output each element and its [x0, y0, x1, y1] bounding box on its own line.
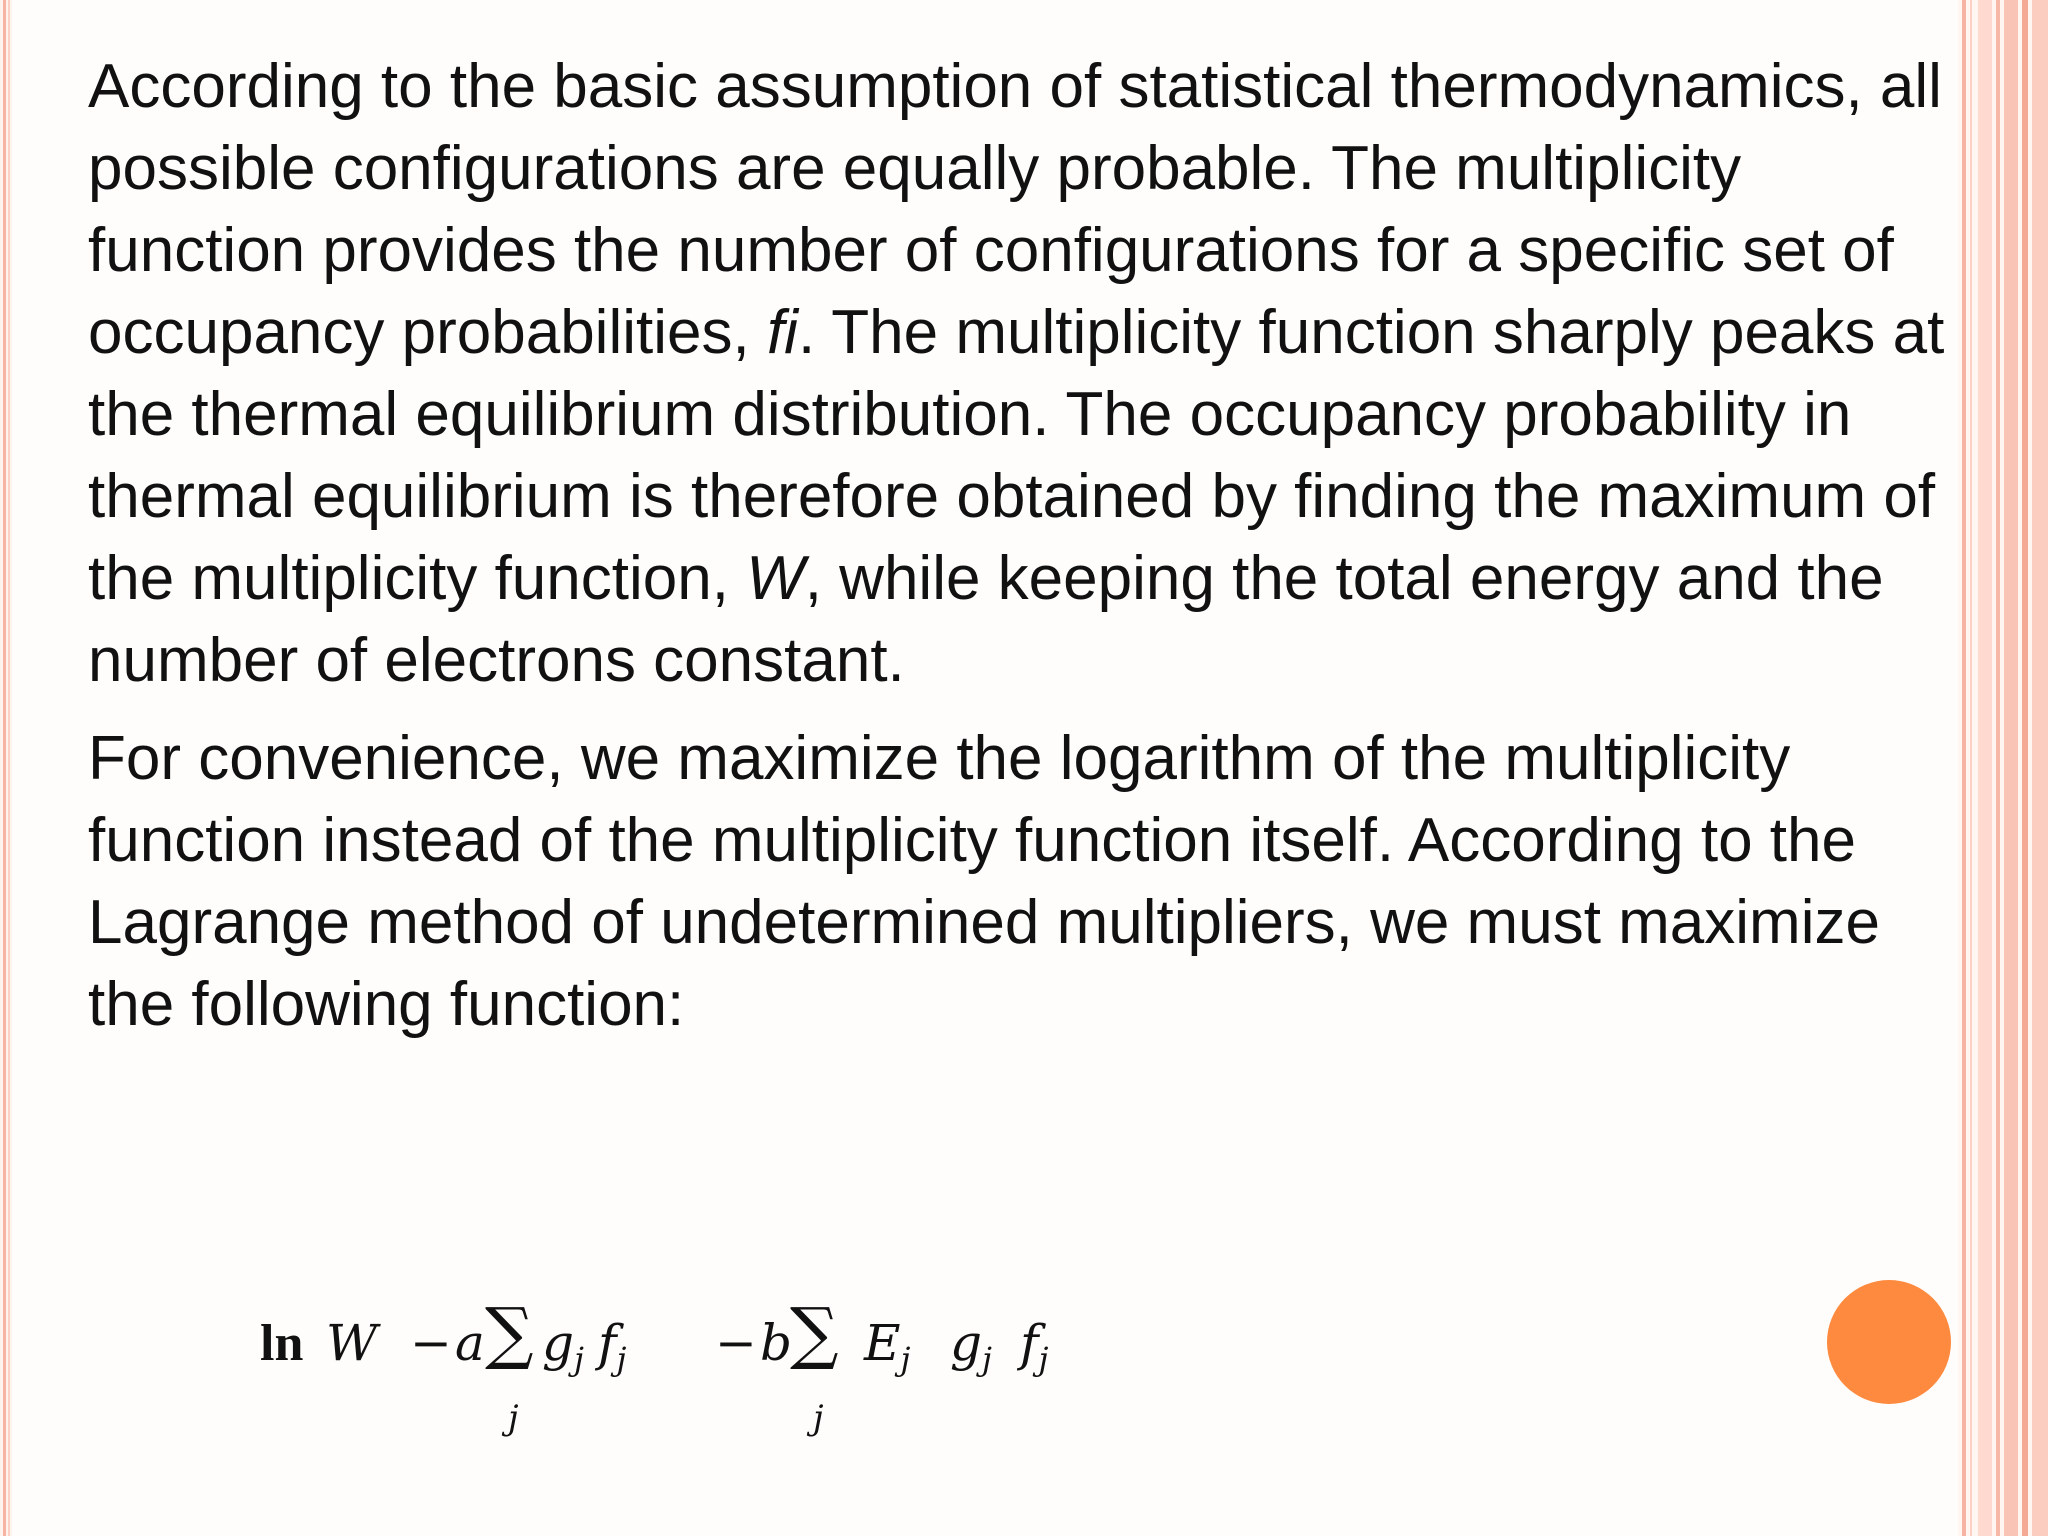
- paragraph-2: For convenience, we maximize the logarithm of the multiplicity function instead of the multiplicity function itself. According to the Lagrange method of undetermined multipliers, we must maximize the following function:: [88, 724, 1880, 1039]
- eq-ln: ln: [260, 1315, 304, 1372]
- right-border-stripe: [2004, 0, 2018, 1536]
- eq-sub-j: j: [574, 1340, 584, 1378]
- eq-sum-index: j: [508, 1398, 519, 1438]
- eq-sum-index: j: [813, 1398, 824, 1438]
- eq-E-term: [864, 1314, 910, 1378]
- orange-circle-decoration: [1827, 1280, 1951, 1404]
- eq-sum: ∑: [790, 1294, 839, 1373]
- eq-b: b: [760, 1314, 793, 1372]
- eq-f-term: [1020, 1314, 1048, 1378]
- eq-a: a: [455, 1314, 485, 1372]
- eq-g: g: [542, 1314, 575, 1372]
- left-border-line: [8, 0, 10, 1536]
- paragraph-1-part-2: . The multiplicity function sharply peaks at the thermal equilibrium distribution. The occupancy probability in thermal equilibrium is therefore obtained by finding the maximum of the multiplicity function,: [88, 298, 1945, 613]
- right-decorative-border: [1958, 0, 2048, 1536]
- eq-sub-j: j: [616, 1340, 627, 1378]
- eq-sum: ∑: [485, 1294, 534, 1373]
- eq-sub-j: j: [1038, 1340, 1049, 1378]
- right-border-stripe: [1970, 0, 1972, 1536]
- right-border-stripe: [1996, 0, 2000, 1536]
- eq-E: E: [864, 1314, 901, 1372]
- paragraph-1-part-1: According to the basic assumption of statistical thermodynamics, all possible configurations are equally probable. The multiplicity function provides the number of configurations for a specific set of occupancy probabilities,: [88, 52, 1942, 367]
- eq-minus: −: [410, 1314, 452, 1372]
- right-border-stripe: [2022, 0, 2028, 1536]
- paragraph-1: [88, 46, 1948, 702]
- slide-body-text: [88, 46, 1948, 1046]
- left-border-line: [3, 0, 6, 1536]
- eq-sub-j: j: [900, 1340, 911, 1378]
- eq-g-term: [542, 1314, 584, 1378]
- eq-W: W: [326, 1314, 378, 1372]
- lagrange-equation: [260, 1290, 1160, 1450]
- fi-symbol: fi: [766, 298, 798, 367]
- eq-f: f: [1020, 1314, 1039, 1372]
- right-border-stripe: [1962, 0, 1966, 1536]
- right-border-stripe: [2032, 0, 2048, 1536]
- left-decorative-border: [0, 0, 12, 1536]
- eq-minus: −: [715, 1314, 757, 1372]
- w-symbol: W: [746, 544, 805, 613]
- eq-g: g: [950, 1314, 983, 1372]
- paragraph-1-part-3: , while keeping the total energy and the number of electrons constant.: [88, 544, 1884, 695]
- eq-f: f: [598, 1314, 617, 1372]
- eq-f-term: [598, 1314, 626, 1378]
- right-border-stripe: [1978, 0, 1992, 1536]
- eq-sub-j: j: [982, 1340, 992, 1378]
- eq-g-term: [950, 1314, 992, 1378]
